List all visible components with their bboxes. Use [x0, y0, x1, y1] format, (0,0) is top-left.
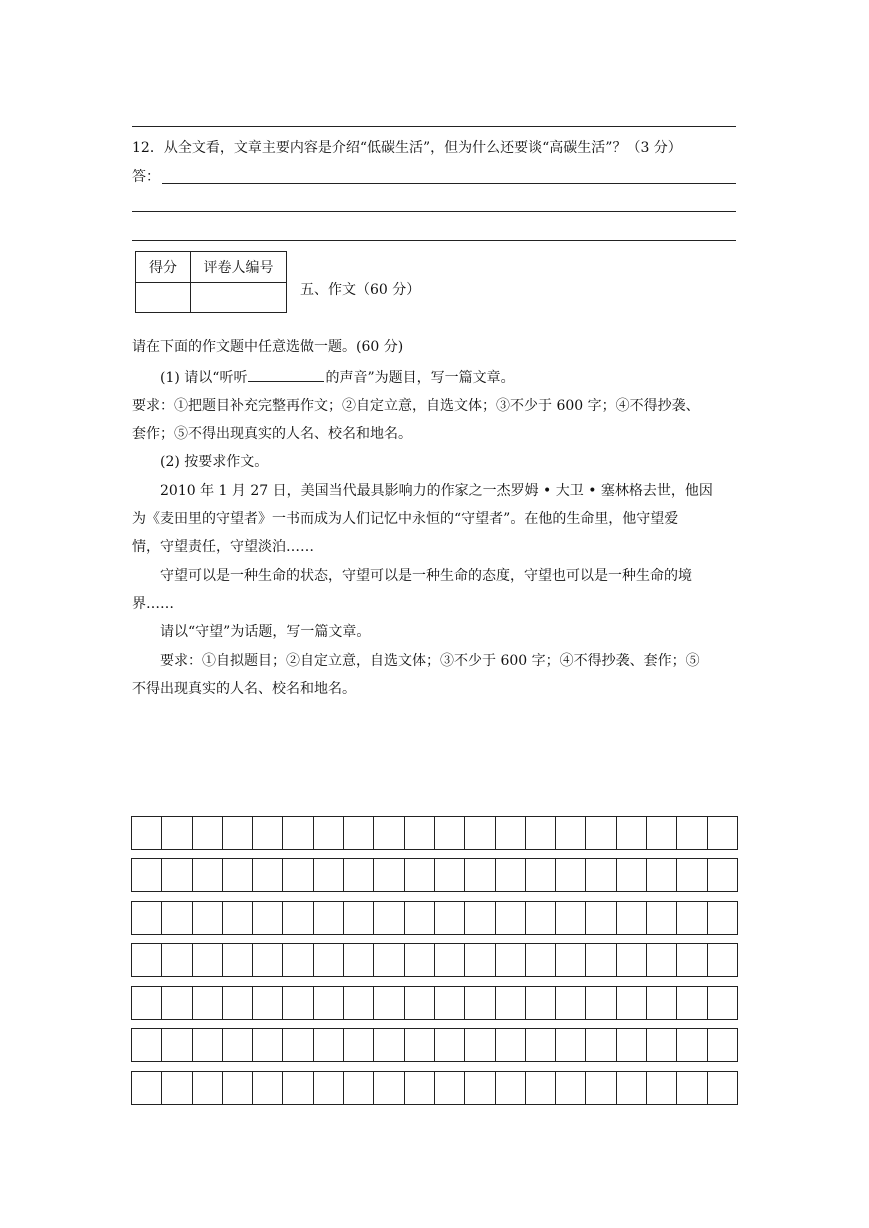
writing-grid-cell[interactable]: [677, 1072, 707, 1105]
writing-grid-cell[interactable]: [708, 944, 738, 977]
writing-grid-cell[interactable]: [586, 1072, 616, 1105]
writing-grid-cell[interactable]: [283, 859, 313, 892]
answer-line-1[interactable]: [162, 183, 736, 184]
writing-grid-row: [131, 901, 738, 935]
writing-grid-cell[interactable]: [586, 1029, 616, 1062]
writing-grid-cell[interactable]: [344, 817, 374, 850]
writing-grid-cell[interactable]: [677, 1029, 707, 1062]
writing-grid-cell[interactable]: [283, 987, 313, 1020]
writing-grid-cell[interactable]: [526, 902, 556, 935]
writing-grid-cell[interactable]: [374, 859, 404, 892]
writing-grid-cell[interactable]: [465, 817, 495, 850]
writing-grid-cell[interactable]: [193, 1072, 223, 1105]
writing-grid-cell[interactable]: [162, 1029, 192, 1062]
writing-grid-cell[interactable]: [314, 987, 344, 1020]
requirement-1-line-1: 要求：①把题目补充完整再作文；②自定立意，自选文体；③不少于 600 字；④不得抄袭、: [132, 398, 700, 414]
writing-grid-cell[interactable]: [677, 987, 707, 1020]
writing-grid-cell[interactable]: [496, 1072, 526, 1105]
writing-grid-cell[interactable]: [162, 944, 192, 977]
writing-grid-cell[interactable]: [405, 817, 435, 850]
writing-grid-cell[interactable]: [617, 902, 647, 935]
requirement-2-line-2: 不得出现真实的人名、校名和地名。: [132, 681, 356, 697]
writing-grid-cell[interactable]: [374, 987, 404, 1020]
writing-grid-cell[interactable]: [465, 987, 495, 1020]
writing-grid-cell[interactable]: [344, 944, 374, 977]
writing-grid-cell[interactable]: [193, 817, 223, 850]
writing-grid-cell[interactable]: [405, 987, 435, 1020]
paragraph-1-line-1: 2010 年 1 月 27 日，美国当代最具影响力的作家之一杰罗姆 • 大卫 • 塞林格去世，他因: [160, 483, 713, 499]
answer-line-3[interactable]: [132, 240, 736, 241]
writing-grid-cell[interactable]: [223, 944, 253, 977]
writing-grid-row: [131, 816, 738, 850]
writing-grid-cell[interactable]: [405, 1072, 435, 1105]
title-blank[interactable]: [248, 366, 324, 382]
score-cell[interactable]: [136, 283, 191, 313]
writing-grid-cell[interactable]: [253, 859, 283, 892]
writing-grid-cell[interactable]: [223, 1072, 253, 1105]
writing-grid-cell[interactable]: [556, 859, 586, 892]
writing-grid-cell[interactable]: [314, 1029, 344, 1062]
writing-grid-cell[interactable]: [314, 1072, 344, 1105]
writing-grid-cell[interactable]: [223, 859, 253, 892]
writing-grid-cell[interactable]: [193, 1029, 223, 1062]
writing-grid-cell[interactable]: [162, 987, 192, 1020]
writing-grid-cell[interactable]: [586, 817, 616, 850]
writing-grid-cell[interactable]: [253, 902, 283, 935]
writing-grid-cell[interactable]: [132, 944, 162, 977]
writing-grid-cell[interactable]: [708, 817, 738, 850]
writing-grid-cell[interactable]: [496, 817, 526, 850]
writing-grid-cell[interactable]: [708, 902, 738, 935]
writing-grid-cell[interactable]: [374, 944, 404, 977]
writing-grid-cell[interactable]: [708, 987, 738, 1020]
writing-grid-cell[interactable]: [223, 987, 253, 1020]
writing-grid-cell[interactable]: [708, 1029, 738, 1062]
writing-grid-cell[interactable]: [556, 1029, 586, 1062]
writing-grid-cell[interactable]: [677, 817, 707, 850]
writing-grid-cell[interactable]: [253, 817, 283, 850]
writing-grid-cell[interactable]: [465, 944, 495, 977]
writing-grid-cell[interactable]: [496, 987, 526, 1020]
writing-grid-cell[interactable]: [556, 902, 586, 935]
writing-grid-cell[interactable]: [677, 944, 707, 977]
writing-grid-cell[interactable]: [314, 944, 344, 977]
writing-grid-cell[interactable]: [556, 1072, 586, 1105]
writing-grid-cell[interactable]: [132, 859, 162, 892]
writing-grid-row: [131, 1028, 738, 1062]
writing-grid-cell[interactable]: [132, 817, 162, 850]
writing-grid-cell[interactable]: [496, 1029, 526, 1062]
writing-grid-cell[interactable]: [435, 859, 465, 892]
answer-line-2[interactable]: [132, 211, 736, 212]
writing-grid-cell[interactable]: [556, 944, 586, 977]
writing-grid-cell[interactable]: [374, 817, 404, 850]
paragraph-2-line-2: 界……: [132, 596, 174, 612]
writing-grid-cell[interactable]: [465, 859, 495, 892]
writing-grid-cell[interactable]: [253, 1072, 283, 1105]
writing-grid-cell[interactable]: [586, 944, 616, 977]
writing-grid-cell[interactable]: [314, 817, 344, 850]
writing-grid-cell[interactable]: [526, 944, 556, 977]
writing-grid-cell[interactable]: [526, 987, 556, 1020]
writing-grid-cell[interactable]: [647, 987, 677, 1020]
writing-grid-cell[interactable]: [647, 817, 677, 850]
prompt-1-after: 的声音”为题目，写一篇文章。: [325, 370, 515, 386]
paragraph-2-line-1: 守望可以是一种生命的状态，守望可以是一种生命的态度，守望也可以是一种生命的境: [160, 568, 692, 584]
top-rule: [132, 126, 736, 127]
score-table: [135, 251, 287, 313]
writing-grid-cell[interactable]: [314, 902, 344, 935]
writing-grid-cell[interactable]: [283, 1029, 313, 1062]
question-12-text: 12．从全文看，文章主要内容是介绍“低碳生活”，但为什么还要谈“高碳生活”？（3 分）: [132, 140, 682, 156]
writing-grid-cell[interactable]: [405, 1029, 435, 1062]
prompt-1: [160, 366, 515, 388]
instruction: 请在下面的作文题中任意选做一题。(60 分): [132, 339, 404, 355]
writing-grid-cell[interactable]: [405, 902, 435, 935]
writing-grid-cell[interactable]: [647, 944, 677, 977]
requirement-2-line-1: 要求：①自拟题目；②自定立意，自选文体；③不少于 600 字；④不得抄袭、套作；⑤: [160, 653, 700, 669]
writing-grid-cell[interactable]: [647, 902, 677, 935]
writing-grid-cell[interactable]: [193, 987, 223, 1020]
writing-grid-cell[interactable]: [586, 987, 616, 1020]
writing-grid-cell[interactable]: [283, 817, 313, 850]
answer-label: 答：: [132, 169, 160, 185]
prompt-1-before: (1) 请以“听听: [160, 370, 248, 386]
writing-grid-cell[interactable]: [677, 902, 707, 935]
writing-grid-cell[interactable]: [526, 1072, 556, 1105]
paragraph-1-line-3: 情，守望责任，守望淡泊……: [132, 539, 314, 555]
writing-grid-cell[interactable]: [162, 859, 192, 892]
writing-grid-cell[interactable]: [435, 944, 465, 977]
writing-grid-cell[interactable]: [374, 1029, 404, 1062]
writing-grid-cell[interactable]: [253, 944, 283, 977]
paragraph-1-line-2: 为《麦田里的守望者》一书而成为人们记忆中永恒的“守望者”。在他的生命里，他守望爱: [132, 511, 679, 527]
writing-grid-cell[interactable]: [162, 817, 192, 850]
writing-grid-cell[interactable]: [496, 902, 526, 935]
writing-grid-cell[interactable]: [223, 902, 253, 935]
writing-grid-cell[interactable]: [162, 1072, 192, 1105]
writing-grid-cell[interactable]: [374, 902, 404, 935]
writing-grid-cell[interactable]: [374, 1072, 404, 1105]
writing-grid-cell[interactable]: [465, 902, 495, 935]
writing-grid-cell[interactable]: [132, 902, 162, 935]
writing-grid-cell[interactable]: [344, 1072, 374, 1105]
writing-grid-cell[interactable]: [344, 987, 374, 1020]
writing-grid-cell[interactable]: [253, 987, 283, 1020]
writing-grid-cell[interactable]: [526, 859, 556, 892]
writing-grid-cell[interactable]: [283, 902, 313, 935]
writing-grid-cell[interactable]: [283, 944, 313, 977]
writing-grid-cell[interactable]: [586, 859, 616, 892]
writing-grid-cell[interactable]: [435, 902, 465, 935]
writing-grid-cell[interactable]: [496, 859, 526, 892]
writing-grid-cell[interactable]: [435, 1072, 465, 1105]
writing-grid-cell[interactable]: [132, 987, 162, 1020]
writing-grid-cell[interactable]: [617, 817, 647, 850]
writing-grid-cell[interactable]: [526, 1029, 556, 1062]
writing-grid-cell[interactable]: [526, 817, 556, 850]
writing-grid-cell[interactable]: [405, 944, 435, 977]
writing-grid-row: [131, 1071, 738, 1105]
writing-grid-cell[interactable]: [556, 987, 586, 1020]
writing-grid-cell[interactable]: [344, 1029, 374, 1062]
writing-grid-cell[interactable]: [223, 817, 253, 850]
writing-grid-cell[interactable]: [283, 1072, 313, 1105]
writing-grid-cell[interactable]: [253, 1029, 283, 1062]
writing-grid-cell[interactable]: [344, 859, 374, 892]
grader-id-header: 评卷人编号: [191, 252, 287, 283]
writing-grid-cell[interactable]: [617, 944, 647, 977]
writing-grid-cell[interactable]: [435, 817, 465, 850]
writing-grid-cell[interactable]: [132, 1029, 162, 1062]
writing-grid-cell[interactable]: [344, 902, 374, 935]
writing-grid-cell[interactable]: [708, 1072, 738, 1105]
paragraph-3: 请以“守望”为话题，写一篇文章。: [160, 624, 371, 640]
section-title: 五、作文（60 分）: [300, 282, 421, 298]
writing-grid-cell[interactable]: [465, 1072, 495, 1105]
writing-grid-cell[interactable]: [617, 1029, 647, 1062]
writing-grid-cell[interactable]: [314, 859, 344, 892]
writing-grid-cell[interactable]: [162, 902, 192, 935]
writing-grid-cell[interactable]: [647, 1029, 677, 1062]
writing-grid-row: [131, 858, 738, 892]
writing-grid-cell[interactable]: [556, 817, 586, 850]
writing-grid-row: [131, 986, 738, 1020]
writing-grid-cell[interactable]: [193, 859, 223, 892]
writing-grid-row: [131, 943, 738, 977]
writing-grid-cell[interactable]: [677, 859, 707, 892]
writing-grid-cell[interactable]: [586, 902, 616, 935]
writing-grid-cell[interactable]: [405, 859, 435, 892]
writing-grid-cell[interactable]: [435, 1029, 465, 1062]
writing-grid-cell[interactable]: [223, 1029, 253, 1062]
grader-id-cell[interactable]: [191, 283, 287, 313]
writing-grid-cell[interactable]: [193, 944, 223, 977]
writing-grid-cell[interactable]: [132, 1072, 162, 1105]
prompt-2: (2) 按要求作文。: [160, 454, 269, 470]
writing-grid-cell[interactable]: [496, 944, 526, 977]
writing-grid-cell[interactable]: [465, 1029, 495, 1062]
writing-grid-cell[interactable]: [617, 859, 647, 892]
writing-grid-cell[interactable]: [193, 902, 223, 935]
writing-grid-cell[interactable]: [647, 859, 677, 892]
score-header: 得分: [136, 252, 191, 283]
requirement-1-line-2: 套作；⑤不得出现真实的人名、校名和地名。: [132, 426, 412, 442]
writing-grid-cell[interactable]: [435, 987, 465, 1020]
writing-grid-cell[interactable]: [617, 1072, 647, 1105]
writing-grid-cell[interactable]: [708, 859, 738, 892]
writing-grid-cell[interactable]: [647, 1072, 677, 1105]
writing-grid-cell[interactable]: [617, 987, 647, 1020]
